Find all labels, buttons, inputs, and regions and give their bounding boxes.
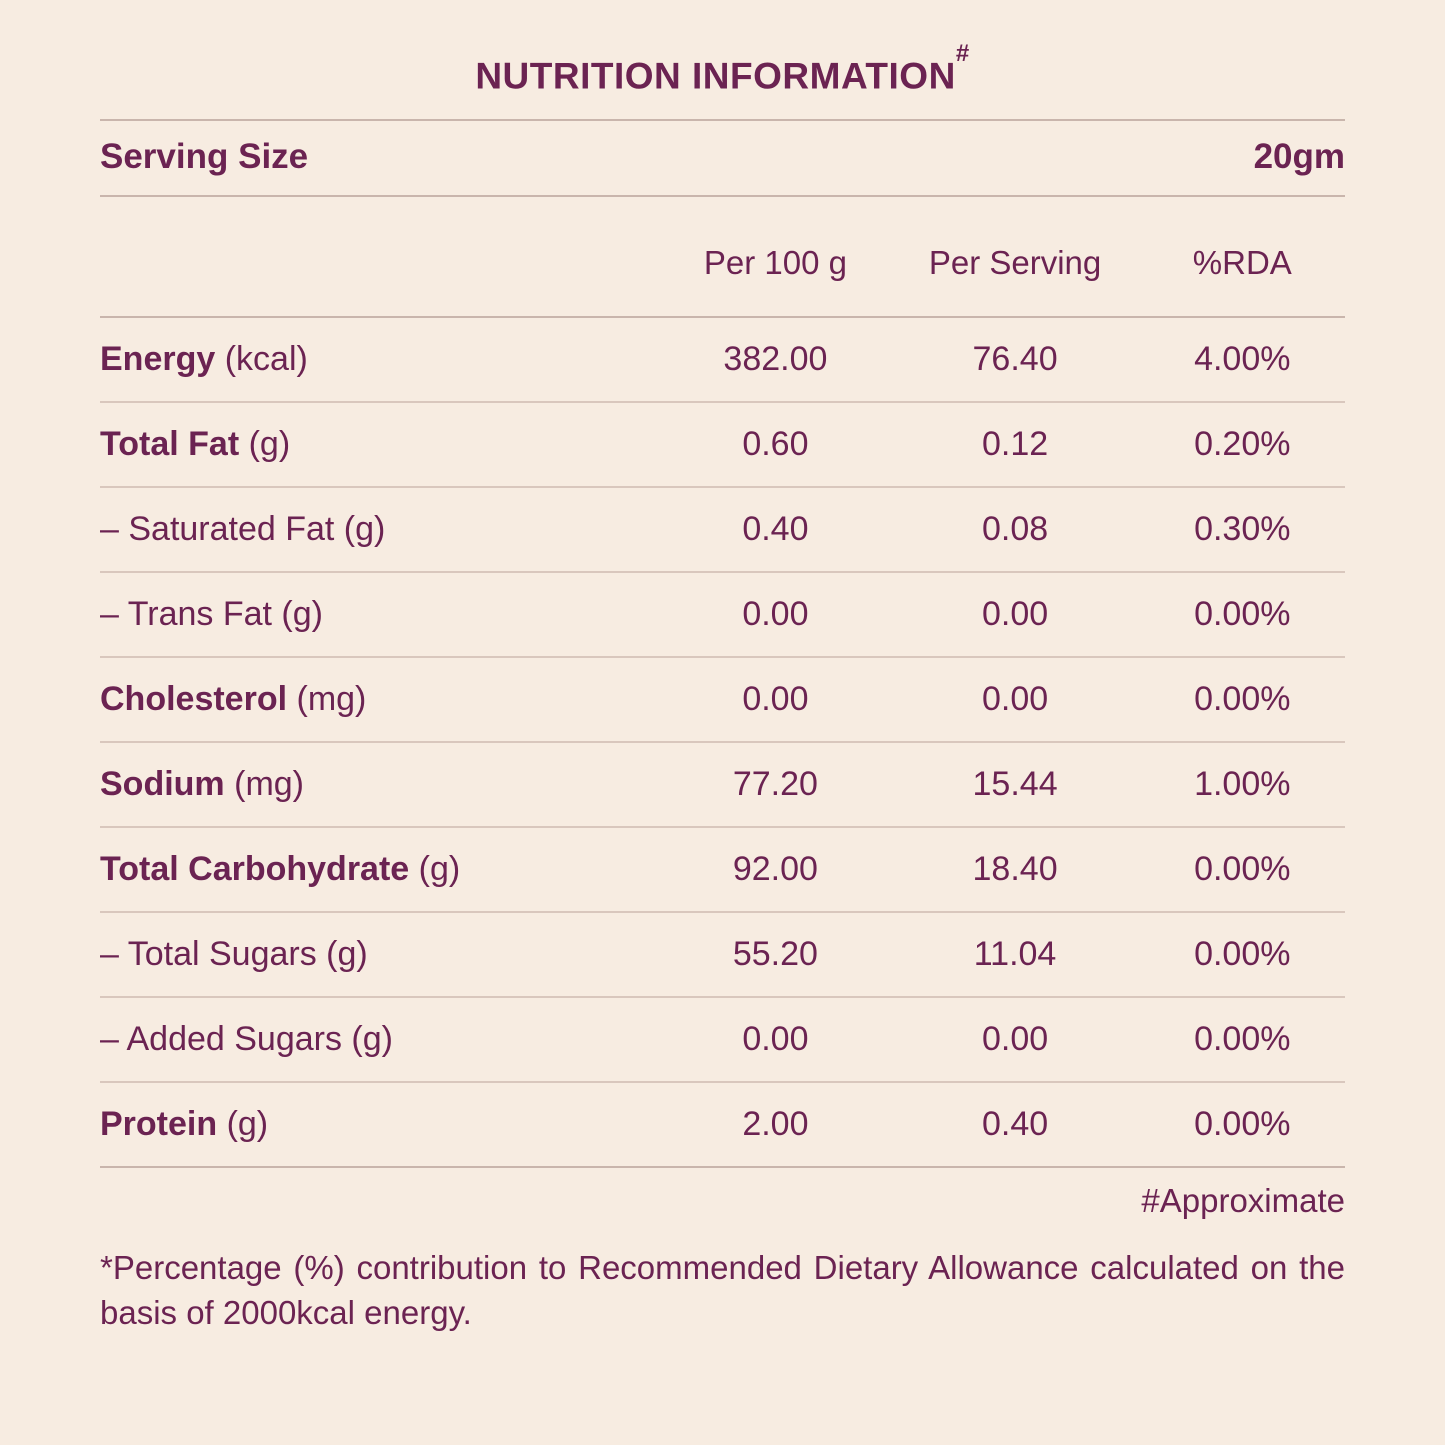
row-per-serving: 0.40 xyxy=(891,1082,1140,1167)
row-per-serving: 18.40 xyxy=(891,827,1140,912)
row-per-100g: 2.00 xyxy=(660,1082,890,1167)
row-rda: 1.00% xyxy=(1140,742,1345,827)
row-label xyxy=(100,1082,660,1167)
row-per-serving: 0.00 xyxy=(891,657,1140,742)
page-title xyxy=(100,40,1345,97)
table-row xyxy=(100,657,1345,742)
serving-size-row xyxy=(100,120,1345,196)
row-rda: 0.00% xyxy=(1140,997,1345,1082)
row-label xyxy=(100,402,660,487)
row-label-unit: – Trans Fat (g) xyxy=(100,595,323,634)
row-label-bold: Sodium xyxy=(100,765,225,804)
column-header-per-serving: Per Serving xyxy=(928,244,1102,282)
table-row xyxy=(100,997,1345,1082)
table-row xyxy=(100,1082,1345,1167)
table-row xyxy=(100,912,1345,997)
row-per-100g: 55.20 xyxy=(660,912,890,997)
row-rda: 0.00% xyxy=(1140,572,1345,657)
row-rda: 0.20% xyxy=(1140,402,1345,487)
row-label-bold: Protein xyxy=(100,1105,218,1144)
row-per-100g: 0.00 xyxy=(660,657,890,742)
row-rda: 0.00% xyxy=(1140,827,1345,912)
row-per-100g: 0.40 xyxy=(660,487,890,572)
table-row xyxy=(100,827,1345,912)
row-label-unit: (g) xyxy=(418,850,461,889)
row-label-unit: – Saturated Fat (g) xyxy=(100,510,386,549)
row-rda: 4.00% xyxy=(1140,317,1345,402)
row-rda: 0.00% xyxy=(1140,1082,1345,1167)
row-label-unit: (g) xyxy=(248,425,291,464)
row-label xyxy=(100,657,660,742)
row-label-unit: (mg) xyxy=(296,680,367,719)
row-label xyxy=(100,742,660,827)
nutrition-table xyxy=(100,119,1345,1168)
row-per-100g: 0.00 xyxy=(660,997,890,1082)
row-per-serving: 11.04 xyxy=(891,912,1140,997)
row-per-100g: 382.00 xyxy=(660,317,890,402)
row-label-bold: Total Carbohydrate xyxy=(100,850,410,889)
table-row xyxy=(100,572,1345,657)
column-header-blank xyxy=(100,243,660,317)
row-label xyxy=(100,487,660,572)
row-per-serving: 15.44 xyxy=(891,742,1140,827)
row-label-bold: Cholesterol xyxy=(100,680,288,719)
row-label xyxy=(100,912,660,997)
approximate-note: #Approximate xyxy=(1141,1182,1345,1220)
row-label xyxy=(100,317,660,402)
row-per-serving: 76.40 xyxy=(891,317,1140,402)
row-per-serving: 0.12 xyxy=(891,402,1140,487)
row-per-100g: 92.00 xyxy=(660,827,890,912)
row-label-unit: – Total Sugars (g) xyxy=(100,935,368,974)
row-label-unit: (mg) xyxy=(234,765,305,804)
row-rda: 0.30% xyxy=(1140,487,1345,572)
column-header-rda: %RDA xyxy=(1192,244,1292,282)
table-row xyxy=(100,317,1345,402)
table-row xyxy=(100,742,1345,827)
table-row xyxy=(100,402,1345,487)
row-label-bold: Total Fat xyxy=(100,425,240,464)
table-spacer xyxy=(100,196,1345,243)
row-label-unit: – Added Sugars (g) xyxy=(100,1020,393,1059)
serving-size-value: 20gm xyxy=(891,120,1345,196)
rda-footnote: *Percentage (%) contribution to Recommended Dietary Allowance calculated on the basis of 2000kcal energy. xyxy=(100,1249,1345,1331)
row-label xyxy=(100,997,660,1082)
row-label-unit: (g) xyxy=(226,1105,269,1144)
page-title-superscript: # xyxy=(955,40,970,67)
row-label-bold: Energy xyxy=(100,340,216,379)
column-header-per-100g: Per 100 g xyxy=(703,244,847,282)
row-per-serving: 0.00 xyxy=(891,572,1140,657)
row-label xyxy=(100,572,660,657)
row-per-100g: 0.60 xyxy=(660,402,890,487)
row-per-100g: 77.20 xyxy=(660,742,890,827)
row-per-serving: 0.00 xyxy=(891,997,1140,1082)
row-per-serving: 0.08 xyxy=(891,487,1140,572)
page-title-text: NUTRITION INFORMATION xyxy=(475,55,956,97)
serving-size-label: Serving Size xyxy=(100,120,891,196)
column-headers-row xyxy=(100,243,1345,317)
table-row xyxy=(100,487,1345,572)
row-rda: 0.00% xyxy=(1140,912,1345,997)
row-per-100g: 0.00 xyxy=(660,572,890,657)
row-rda: 0.00% xyxy=(1140,657,1345,742)
row-label xyxy=(100,827,660,912)
row-label-unit: (kcal) xyxy=(224,340,308,379)
